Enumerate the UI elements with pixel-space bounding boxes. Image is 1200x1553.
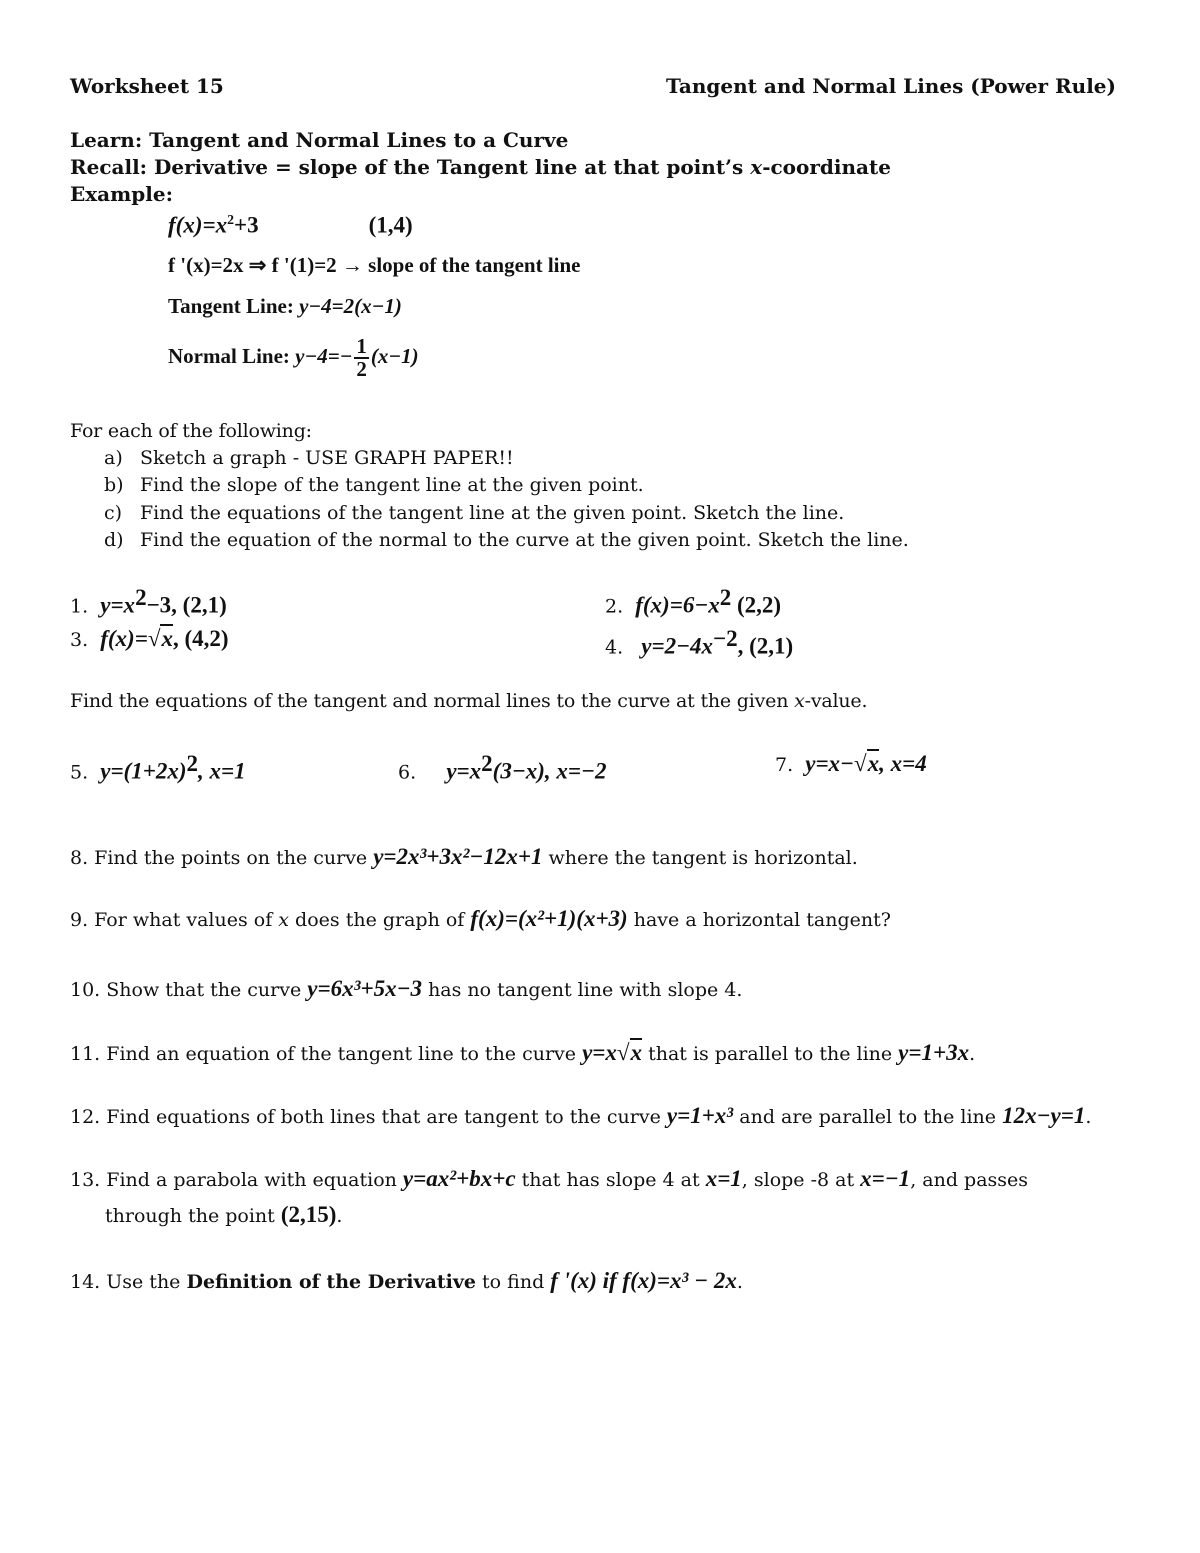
instruction-item: d) Find the equation of the normal to the curve at the given point. Sketch the line.	[104, 529, 909, 551]
question-13-continued: through the point (2,15).	[105, 1202, 343, 1227]
worksheet-number: Worksheet 15	[70, 74, 224, 98]
example-derivative: f '(x)=2x ⇒ f '(1)=2 → slope of the tangent line	[168, 253, 581, 277]
question-12: 12. Find equations of both lines that are tangent to the curve y=1+x³ and are parallel to the line 12x−y=1.	[70, 1103, 1092, 1128]
instruction-item: c) Find the equations of the tangent line at the given point. Sketch the line.	[104, 502, 845, 524]
example-tangent-line: Tangent Line: y−4=2(x−1)	[168, 294, 402, 318]
question-13: 13. Find a parabola with equation y=ax²+bx+c that has slope 4 at x=1, slope -8 at x=−1, and passes	[70, 1166, 1029, 1191]
recall-line: Recall: Derivative = slope of the Tangent line at that point’s x-coordinate	[70, 155, 891, 179]
section2-lead: Find the equations of the tangent and normal lines to the curve at the given x-value.	[70, 690, 868, 712]
question-9: 9. For what values of x does the graph of f(x)=(x²+1)(x+3) have a horizontal tangent?	[70, 906, 891, 931]
problem-4: 4. $y=2-4x^{-2}$, (2,1)	[605, 626, 794, 659]
problem-1: 1. $y=x^2-3$, (2,1)	[70, 585, 227, 618]
question-14: 14. Use the Definition of the Derivative to find f '(x) if f(x)=x³ − 2x.	[70, 1268, 743, 1293]
problem-7: 7. y=x−√x, x=4	[775, 751, 927, 776]
worksheet-title: Tangent and Normal Lines (Power Rule)	[665, 74, 1116, 98]
example-normal-line: Normal Line: y−4=− $\frac{1}{2}$ (x−1)	[168, 334, 419, 381]
question-8: 8. Find the points on the curve y=2x³+3x²−12x+1 where the tangent is horizontal.	[70, 844, 858, 869]
question-11: 11. Find an equation of the tangent line to the curve y=x√x that is parallel to the line y=1+3x.	[70, 1040, 976, 1065]
problem-5: 5. $y=(1+2x)^2$, x=1	[70, 751, 246, 784]
instruction-item: b) Find the slope of the tangent line at the given point.	[104, 474, 644, 496]
problem-3: 3. f(x)=√x, (4,2)	[70, 626, 229, 651]
problem-6: 6. $y=x^2(3-x)$, x=−2	[398, 751, 607, 784]
example-label: Example:	[70, 182, 173, 206]
question-10: 10. Show that the curve y=6x³+5x−3 has no tangent line with slope 4.	[70, 976, 743, 1001]
fraction: $\frac{1}{2}$	[356, 334, 367, 381]
learn-line: Learn: Tangent and Normal Lines to a Curve	[70, 128, 569, 152]
example-function: $f(x)=x^2+3$ (1,4)	[168, 212, 413, 238]
instruction-item: a) Sketch a graph - USE GRAPH PAPER!!	[104, 447, 514, 469]
problem-2: 2. $f(x)=6-x^2$ (2,2)	[605, 585, 782, 618]
instructions-lead: For each of the following:	[70, 420, 312, 442]
